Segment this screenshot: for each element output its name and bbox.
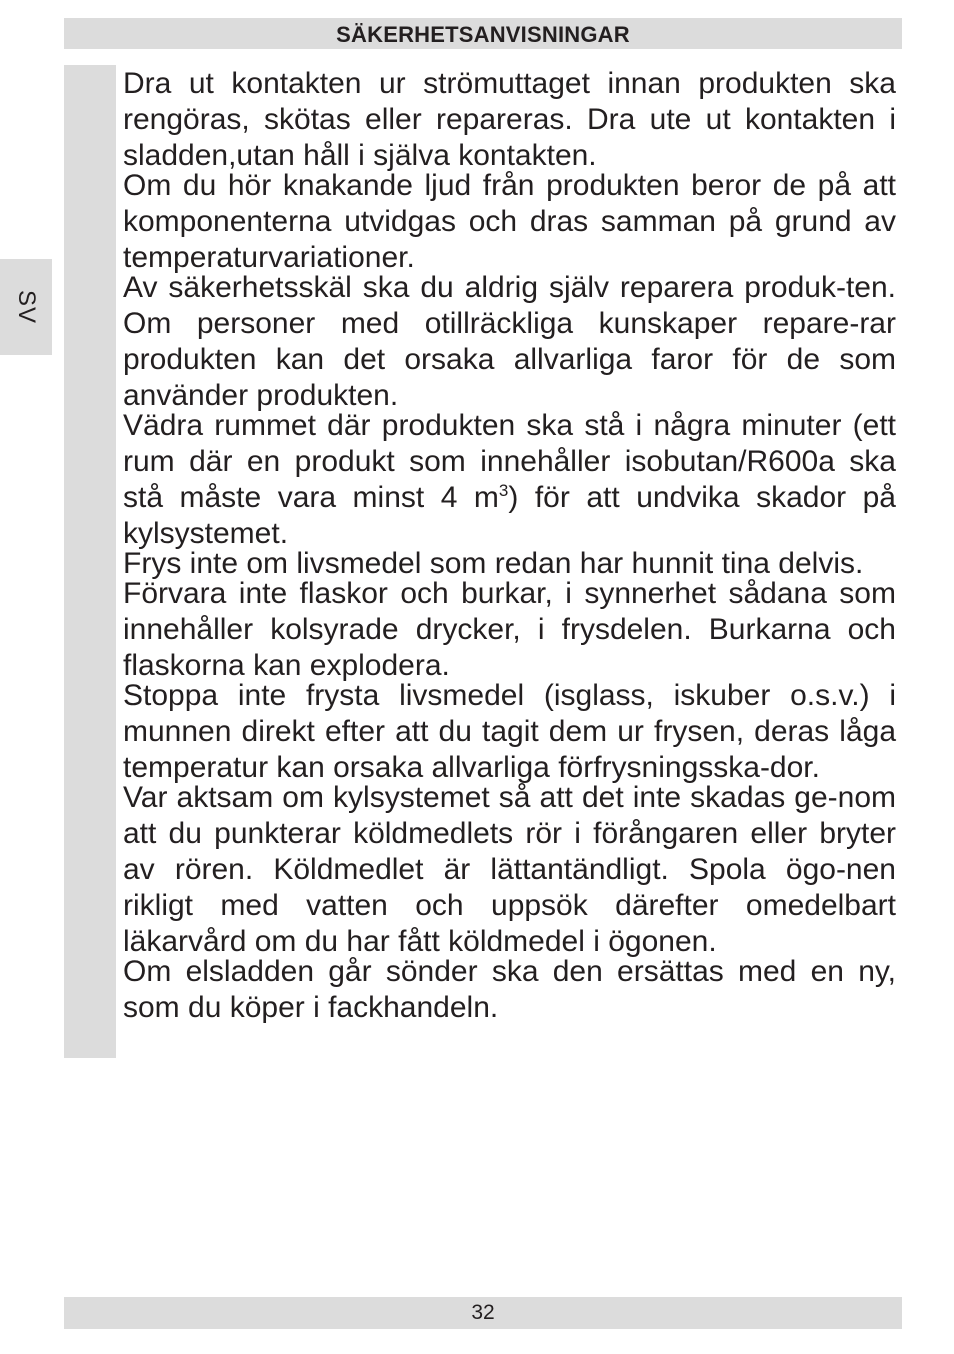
paragraph-crackling-noise: Om du hör knakande ljud från produkten beror de på att komponenterna utvidgas och dras samman på grund av temperaturvariationer. [123,169,896,274]
page-title: SÄKERHETSANVISNINGAR [336,21,630,47]
paragraph-ventilate-room [123,408,896,552]
paragraph-cooling-system-care: Var aktsam om kylsystemet så att det inte skadas ge-nom att du punkterar köldmedlets rör i förångaren eller bryter av rören. Köldmedlet är lättantändligt. Spola ögo-nen rikligt med vatten och uppsök därefter omedelbart läkarvård om du har fått köldmedel i ögonen. [123,781,896,958]
language-tab [0,259,52,355]
header-bar [64,18,902,49]
paragraph-no-self-repair: Av säkerhetsskäl ska du aldrig själv reparera produk-ten. Om personer med otillräckliga kunskaper repare-rar produkten kan det orsaka allvarliga faror för de som använder produkten. [123,271,896,412]
paragraph-power-cord: Om elsladden går sönder ska den ersättas med en ny, som du köper i fackhandeln. [123,955,896,1024]
safety-instructions-content [123,66,896,1026]
section-side-bar [64,65,116,1058]
ventilate-text-start: Vädra rummet där produkten ska stå i några minuter (ett rum där en produkt som innehåller isobutan/R600a ska stå måste vara minst 4 m [123,409,896,514]
footer-bar [64,1297,902,1329]
paragraph-unplug: Dra ut kontakten ur strömuttaget innan produkten ska rengöras, skötas eller repareras. Dra ute ut kontakten i sladden,utan håll i själva kontakten. [123,67,896,172]
page-number: 32 [471,1301,495,1324]
paragraph-no-refreeze: Frys inte om livsmedel som redan har hunnit tina delvis. [123,547,864,580]
paragraph-frozen-food-mouth: Stoppa inte frysta livsmedel (isglass, iskuber o.s.v.) i munnen direkt efter att du tagit dem ur frysen, deras låga temperatur kan orsaka allvarliga förfrysningsska-dor. [123,679,896,784]
language-label: SV [12,289,40,325]
paragraph-bottles-cans: Förvara inte flaskor och burkar, i synnerhet sådana som innehåller kolsyrade drycker, i frysdelen. Burkarna och flaskorna kan explodera. [123,577,896,682]
ventilate-text-end: ) för att undvika skador på kylsystemet. [123,481,896,550]
superscript-cubed: 3 [498,481,509,500]
